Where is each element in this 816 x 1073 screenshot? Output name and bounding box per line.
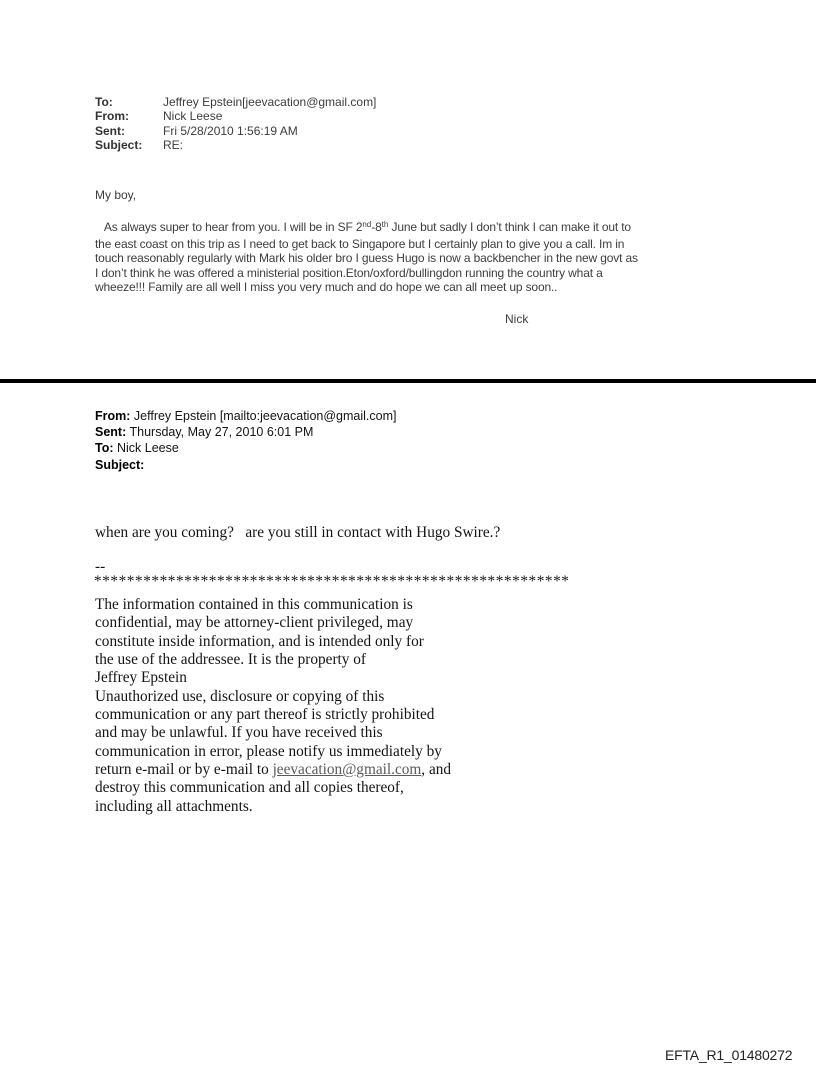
disclaimer-line: Unauthorized use, disclosure or copying of this — [95, 687, 385, 705]
signature-separator: -- — [95, 558, 106, 575]
separator-line — [0, 379, 816, 383]
from-label: From: — [95, 409, 131, 423]
sent-label: Sent: — [95, 123, 125, 138]
confidentiality-disclaimer — [95, 596, 451, 816]
to-value: Nick Leese — [113, 441, 179, 456]
subject-label: Subject: — [95, 457, 145, 472]
to-value: Jeffrey Epstein[jeevacation@gmail.com] — [163, 95, 377, 109]
disclaimer-line: including all attachments. — [95, 797, 253, 815]
email2-header-subject — [95, 457, 396, 473]
email1-salutation: My boy, — [95, 188, 137, 202]
from-value: Nick Leese — [163, 109, 223, 124]
from-label: From: — [95, 109, 129, 124]
email1-body-line: touch reasonably regularly with Mark his older bro I guess Hugo is now a backbencher in the new govt as — [95, 251, 638, 266]
email1-body-line: wheeze!!! Family are all well I miss you very much and do hope we can all meet up soon.. — [95, 280, 558, 295]
superscript-ordinal: th — [381, 220, 389, 229]
disclaimer-line: destroy this communication and all copies thereof, — [95, 779, 404, 797]
email1-header-sent — [95, 124, 376, 138]
disclaimer-line: and may be unlawful. If you have received this — [95, 724, 383, 742]
to-label: To: — [95, 441, 114, 456]
email1-body-line — [95, 220, 638, 237]
email1-header-subject — [95, 138, 376, 152]
email1-header — [95, 95, 376, 152]
disclaimer-line: Jeffrey Epstein — [95, 669, 187, 687]
disclaimer-line: communication in error, please notify us immediately by — [95, 742, 442, 760]
email2-header — [95, 408, 396, 473]
email2-header-to — [95, 440, 396, 456]
email1-body-line: I don’t think he was offered a ministerial position.Eton/oxford/bullingdon running the country what a — [95, 265, 603, 280]
from-value: Jeffrey Epstein [mailto:jeevacation@gmail.com] — [130, 409, 397, 423]
email2-body: when are you coming? are you still in contact with Hugo Swire.? — [95, 524, 501, 541]
email1-signature: Nick — [505, 312, 529, 326]
sent-value: Fri 5/28/2010 1:56:19 AM — [163, 123, 298, 138]
disclaimer-line: the use of the addressee. It is the property of — [95, 651, 367, 669]
subject-value: RE: — [163, 137, 184, 152]
to-label: To: — [95, 95, 113, 109]
bates-number: EFTA_R1_01480272 — [665, 1047, 793, 1063]
disclaimer-line: confidential, may be attorney-client privileged, may — [95, 614, 414, 632]
disclaimer-text: return e-mail or by e-mail to — [95, 761, 273, 779]
email1-body — [95, 220, 638, 295]
subject-label: Subject: — [95, 137, 143, 152]
body-text: -8 — [371, 220, 382, 234]
asterisk-divider: ********************************************************** — [94, 573, 570, 590]
email1-body-line: the east coast on this trip as I need to get back to Singapore but I certainly plan to give you a call. Im in — [95, 236, 625, 251]
email1-header-to — [95, 95, 376, 109]
disclaimer-line: constitute inside information, and is intended only for — [95, 632, 424, 650]
disclaimer-text: , and — [421, 761, 452, 779]
email2-header-sent — [95, 424, 396, 440]
disclaimer-link-line — [95, 761, 451, 779]
sent-label: Sent: — [95, 425, 127, 440]
sent-value: Thursday, May 27, 2010 6:01 PM — [126, 425, 314, 440]
email2-header-from — [95, 408, 396, 424]
body-text: June but sadly I don’t think I can make it out to — [388, 220, 631, 234]
email1-header-from — [95, 109, 376, 123]
superscript-ordinal: nd — [362, 220, 372, 229]
email-link: jeevacation@gmail.com — [272, 761, 422, 779]
body-text: As always super to hear from you. I will be in SF 2 — [95, 220, 363, 234]
disclaimer-line: communication or any part thereof is strictly prohibited — [95, 706, 435, 724]
disclaimer-line: The information contained in this communication is — [95, 596, 413, 613]
